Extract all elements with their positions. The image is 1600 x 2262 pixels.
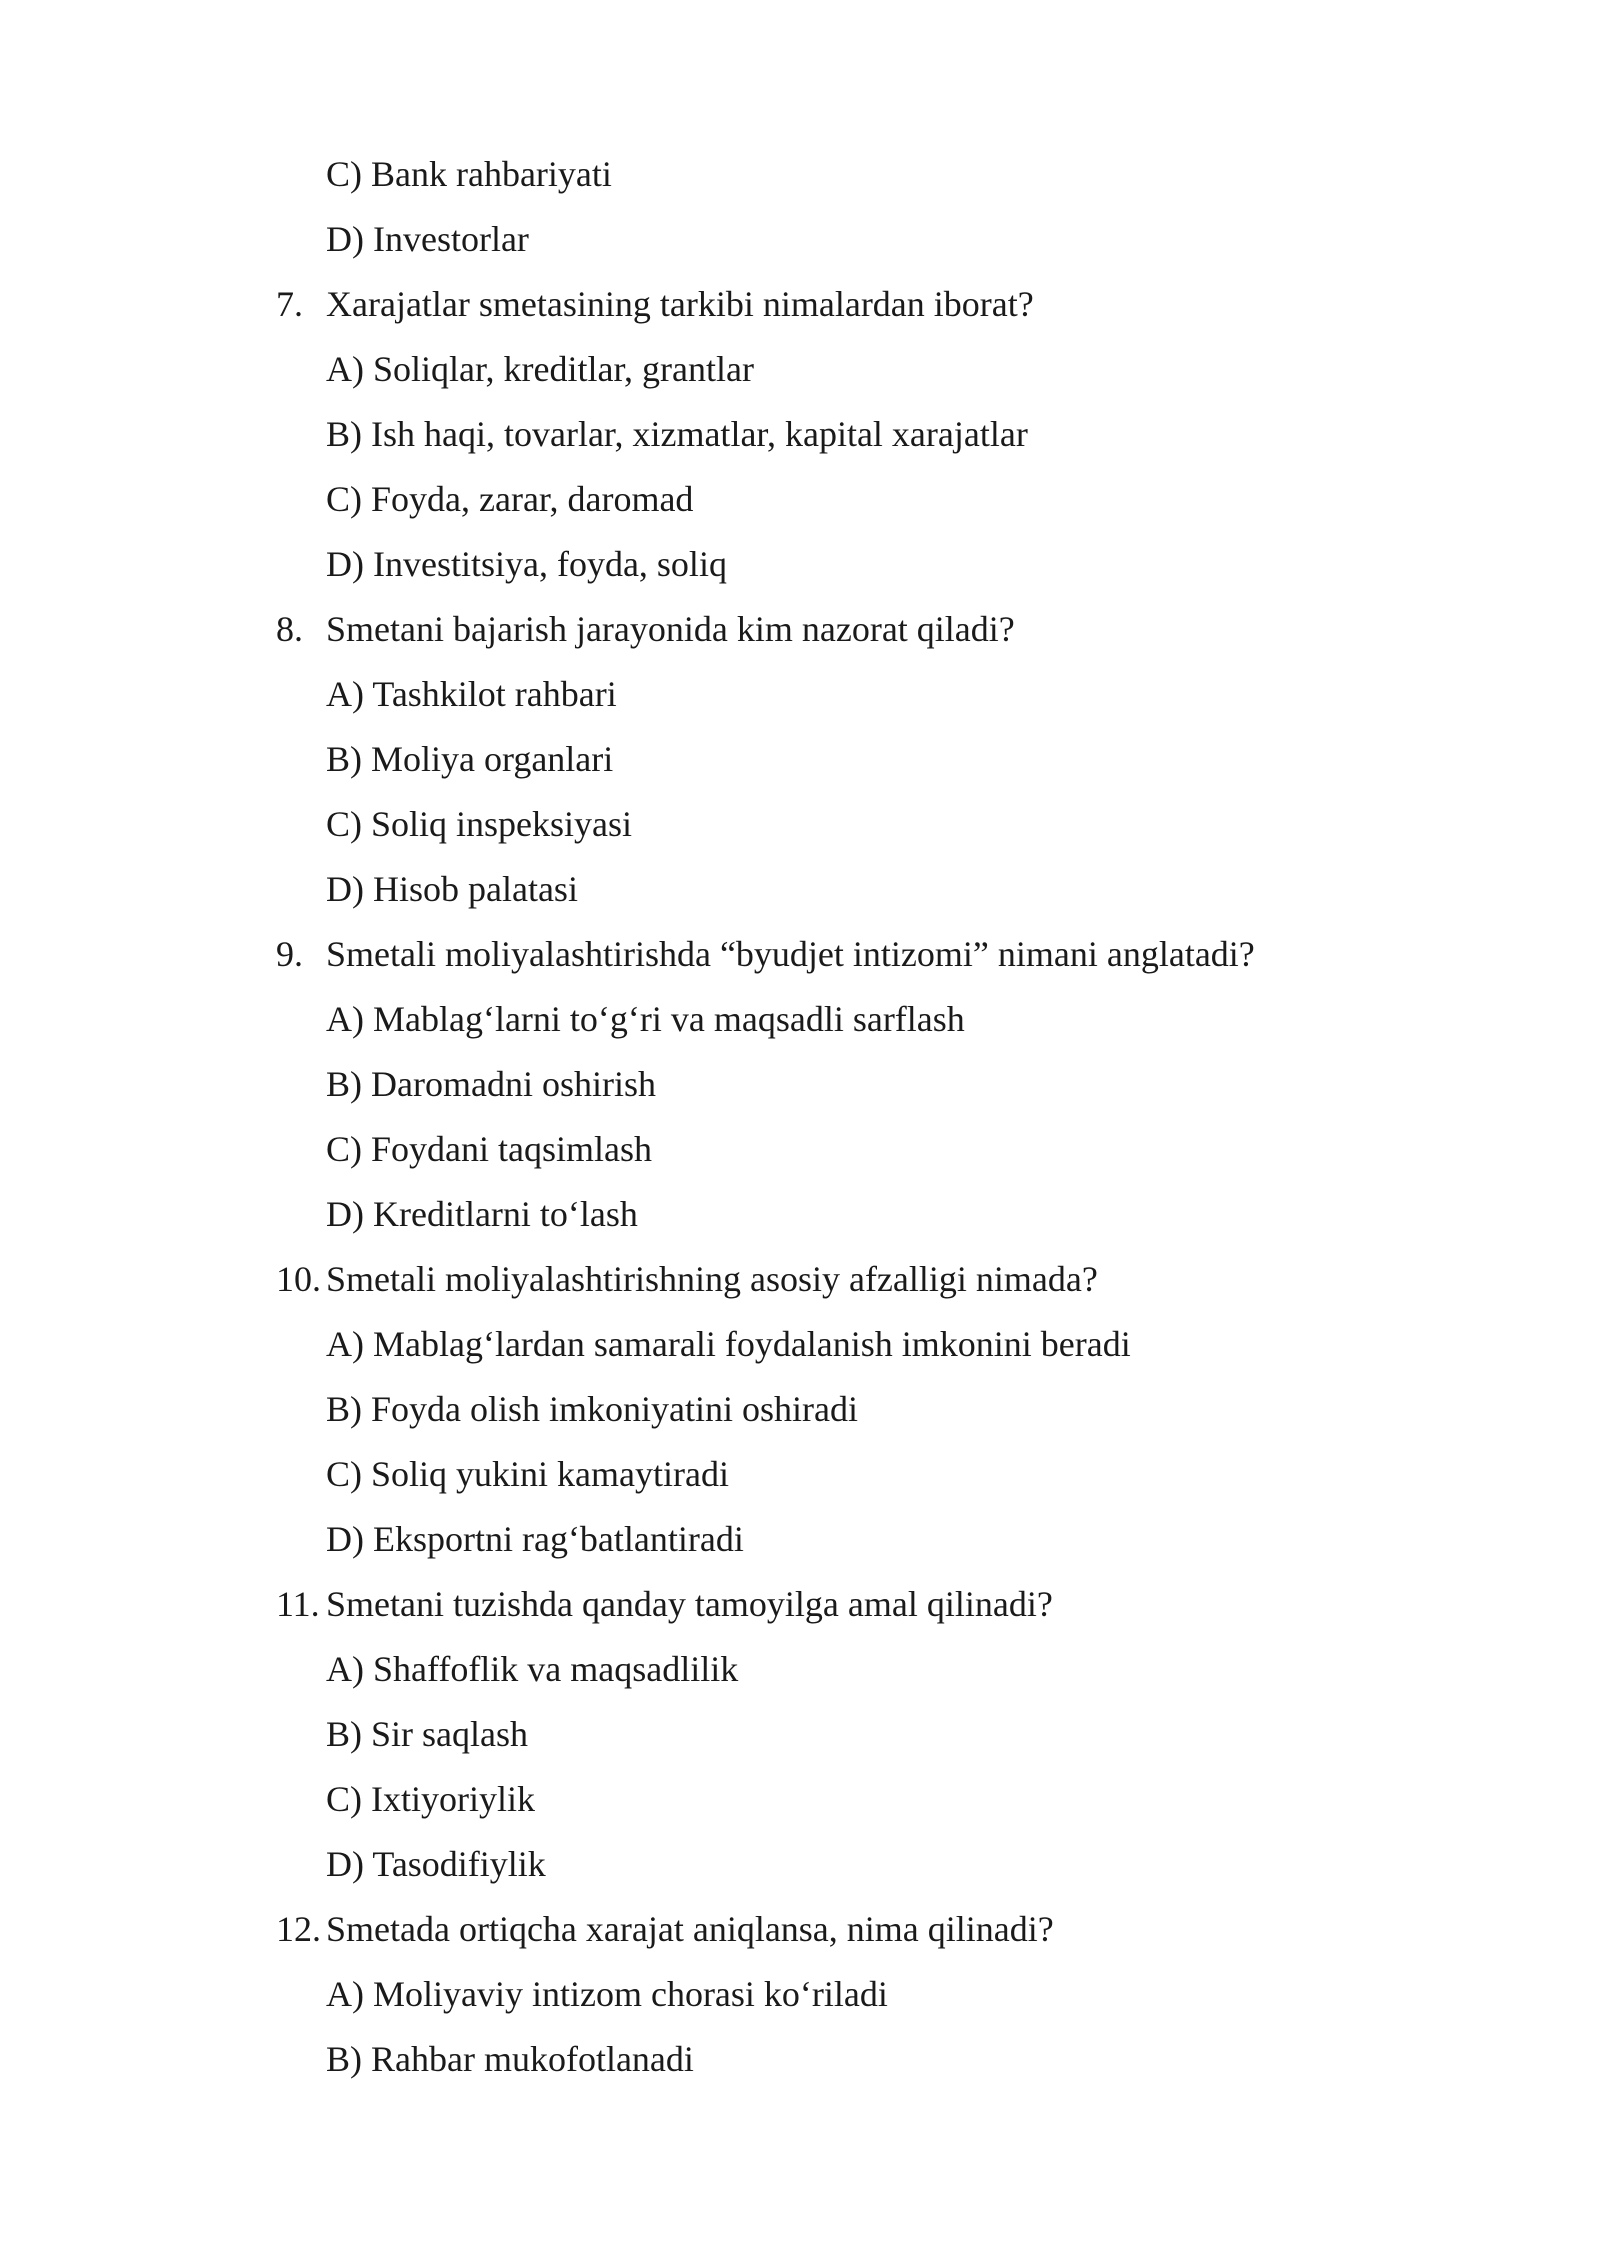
question-11 xyxy=(276,1572,1416,1637)
option-line: A) Soliqlar, kreditlar, grantlar xyxy=(326,349,754,389)
option-line: A) Tashkilot rahbari xyxy=(326,674,617,714)
option-line: B) Moliya organlari xyxy=(326,739,614,779)
option-line: A) Mablag‘larni to‘g‘ri va maqsadli sarflash xyxy=(326,999,965,1039)
option-line: A) Shaffoflik va maqsadlilik xyxy=(326,1649,739,1689)
question-text: Smetani tuzishda qanday tamoyilga amal qilinadi? xyxy=(326,1584,1053,1624)
option-line: D) Hisob palatasi xyxy=(326,869,578,909)
question-8 xyxy=(276,597,1416,662)
option-line: C) Foyda, zarar, daromad xyxy=(326,479,694,519)
option-line: D) Investitsiya, foyda, soliq xyxy=(326,544,727,584)
question-number: 10. xyxy=(276,1259,321,1299)
option-line: D) Tasodifiylik xyxy=(326,1844,546,1884)
option-line: A) Moliyaviy intizom chorasi ko‘riladi xyxy=(326,1974,888,2014)
option-line: C) Soliq yukini kamaytiradi xyxy=(326,1454,729,1494)
option-line: D) Eksportni rag‘batlantiradi xyxy=(326,1519,744,1559)
option-line: D) Investorlar xyxy=(326,219,529,259)
question-text: Smetada ortiqcha xarajat aniqlansa, nima qilinadi? xyxy=(326,1909,1054,1949)
option-line: C) Ixtiyoriylik xyxy=(326,1779,535,1819)
option-line: B) Foyda olish imkoniyatini oshiradi xyxy=(326,1389,858,1429)
option-line: B) Sir saqlash xyxy=(326,1714,528,1754)
option-line: C) Bank rahbariyati xyxy=(326,154,612,194)
question-number: 12. xyxy=(276,1909,321,1949)
option-line: A) Mablag‘lardan samarali foydalanish imkonini beradi xyxy=(326,1324,1131,1364)
option-line: B) Rahbar mukofotlanadi xyxy=(326,2039,694,2079)
question-text: Xarajatlar smetasining tarkibi nimalardan iborat? xyxy=(326,284,1034,324)
option-line: D) Kreditlarni to‘lash xyxy=(326,1194,638,1234)
question-number: 7. xyxy=(276,284,303,324)
question-text: Smetani bajarish jarayonida kim nazorat qiladi? xyxy=(326,609,1015,649)
question-10 xyxy=(276,1247,1416,1312)
option-line: B) Daromadni oshirish xyxy=(326,1064,656,1104)
question-number: 11. xyxy=(276,1584,320,1624)
question-12 xyxy=(276,1897,1416,1962)
question-text: Smetali moliyalashtirishning asosiy afzalligi nimada? xyxy=(326,1259,1098,1299)
question-9 xyxy=(276,922,1416,987)
option-line: C) Soliq inspeksiyasi xyxy=(326,804,633,844)
question-list xyxy=(276,142,1416,2092)
option-line: C) Foydani taqsimlash xyxy=(326,1129,652,1169)
option-line: B) Ish haqi, tovarlar, xizmatlar, kapital xarajatlar xyxy=(326,414,1028,454)
question-number: 8. xyxy=(276,609,303,649)
question-number: 9. xyxy=(276,934,303,974)
question-7 xyxy=(276,272,1416,337)
question-text: Smetali moliyalashtirishda “byudjet intizomi” nimani anglatadi? xyxy=(326,934,1255,974)
